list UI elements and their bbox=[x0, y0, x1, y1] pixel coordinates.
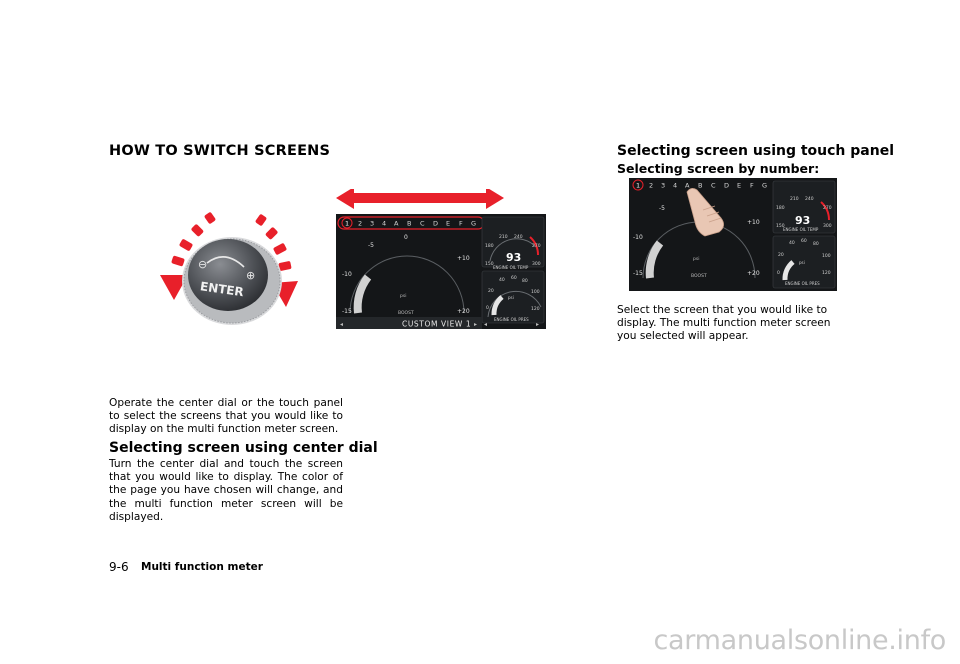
svg-text:psi: psi bbox=[693, 257, 700, 262]
dial-enter-label: ENTER bbox=[199, 279, 245, 300]
svg-text:-5: -5 bbox=[368, 242, 374, 249]
svg-text:40: 40 bbox=[499, 278, 505, 283]
center-dial-paragraph: Turn the center dial and touch the screen that you would like to display. The color of the page you have chosen will change, and the multi function meter screen will be displayed. bbox=[109, 458, 343, 523]
touch-panel-heading: Selecting screen using touch panel bbox=[617, 143, 894, 159]
svg-text:psi: psi bbox=[400, 294, 407, 299]
svg-text:B: B bbox=[407, 219, 412, 228]
svg-text:+10: +10 bbox=[457, 255, 470, 262]
svg-text:-5: -5 bbox=[659, 205, 665, 212]
svg-text:240: 240 bbox=[514, 235, 523, 240]
svg-text:BOOST: BOOST bbox=[691, 274, 707, 279]
svg-text:270: 270 bbox=[823, 206, 832, 211]
svg-text:BOOST: BOOST bbox=[398, 311, 414, 316]
svg-text:180: 180 bbox=[776, 206, 785, 211]
svg-text:150: 150 bbox=[485, 262, 494, 267]
meter-screen-large bbox=[336, 189, 546, 329]
svg-text:C: C bbox=[711, 181, 716, 190]
touch-panel-paragraph: Select the screen that you would like to display. The multi function meter screen you selected will appear. bbox=[617, 304, 831, 343]
svg-text:psi: psi bbox=[799, 260, 805, 265]
svg-text:-10: -10 bbox=[633, 234, 643, 241]
svg-text:0: 0 bbox=[777, 271, 780, 276]
svg-text:-10: -10 bbox=[342, 271, 352, 278]
svg-text:240: 240 bbox=[805, 197, 814, 202]
svg-text:+10: +10 bbox=[747, 219, 760, 226]
watermark[interactable]: carmanualsonline.info bbox=[653, 625, 946, 656]
svg-text:60: 60 bbox=[511, 276, 517, 281]
prev-arrow-icon: ◂ bbox=[340, 321, 344, 328]
svg-text:100: 100 bbox=[531, 290, 540, 295]
svg-text:CUSTOM VIEW 1: CUSTOM VIEW 1 bbox=[402, 319, 472, 329]
svg-text:40: 40 bbox=[789, 241, 795, 246]
svg-text:G: G bbox=[471, 219, 477, 228]
meter-screen-touch bbox=[629, 178, 837, 291]
svg-text:120: 120 bbox=[822, 271, 831, 276]
svg-text:+20: +20 bbox=[747, 270, 760, 277]
svg-text:3: 3 bbox=[661, 181, 666, 190]
svg-text:20: 20 bbox=[778, 253, 784, 258]
svg-text:G: G bbox=[762, 181, 768, 190]
svg-text:0: 0 bbox=[486, 306, 489, 311]
intro-paragraph: Operate the center dial or the touch panel to select the screens that you would like to display on the multi function meter screen. bbox=[109, 397, 343, 436]
svg-text:150: 150 bbox=[776, 224, 785, 229]
svg-text:A: A bbox=[685, 181, 690, 190]
svg-text:⊕: ⊕ bbox=[246, 269, 256, 282]
svg-text:B: B bbox=[698, 181, 703, 190]
next-arrow-icon-2: ▸ bbox=[536, 321, 540, 328]
center-dial-subheading: Selecting screen using center dial bbox=[109, 440, 378, 456]
svg-text:psi: psi bbox=[508, 295, 514, 300]
svg-text:300: 300 bbox=[532, 262, 541, 267]
by-number-subheading: Selecting screen by number: bbox=[617, 161, 820, 176]
svg-text:93: 93 bbox=[795, 214, 811, 227]
svg-text:80: 80 bbox=[813, 242, 819, 247]
svg-text:C: C bbox=[420, 219, 425, 228]
svg-text:210: 210 bbox=[499, 235, 508, 240]
svg-text:ENGINE OIL TEMP: ENGINE OIL TEMP bbox=[783, 227, 819, 232]
svg-text:210: 210 bbox=[790, 197, 799, 202]
svg-text:3: 3 bbox=[370, 219, 375, 228]
svg-text:D: D bbox=[433, 219, 439, 228]
svg-text:E: E bbox=[446, 219, 451, 228]
svg-text:180: 180 bbox=[485, 244, 494, 249]
section-heading: HOW TO SWITCH SCREENS bbox=[109, 143, 331, 159]
svg-text:4: 4 bbox=[673, 181, 678, 190]
prev-arrow-icon-2: ◂ bbox=[484, 321, 488, 328]
svg-text:20: 20 bbox=[488, 289, 494, 294]
svg-text:F: F bbox=[750, 181, 754, 190]
svg-text:ENGINE OIL PRES: ENGINE OIL PRES bbox=[494, 317, 529, 322]
svg-text:1: 1 bbox=[345, 219, 350, 228]
svg-text:270: 270 bbox=[532, 244, 541, 249]
svg-text:-15: -15 bbox=[633, 270, 643, 277]
svg-text:60: 60 bbox=[801, 239, 807, 244]
page-number: 9-6 bbox=[109, 560, 129, 574]
svg-text:2: 2 bbox=[649, 181, 654, 190]
svg-text:1: 1 bbox=[636, 181, 641, 190]
svg-text:E: E bbox=[737, 181, 742, 190]
svg-text:80: 80 bbox=[522, 279, 528, 284]
svg-text:+20: +20 bbox=[457, 308, 470, 315]
svg-text:93: 93 bbox=[506, 251, 522, 264]
svg-text:-15: -15 bbox=[342, 308, 352, 315]
svg-text:D: D bbox=[724, 181, 730, 190]
center-dial-illustration bbox=[150, 205, 310, 335]
svg-text:A: A bbox=[394, 219, 399, 228]
svg-text:100: 100 bbox=[822, 254, 831, 259]
section-title: Multi function meter bbox=[141, 561, 263, 573]
next-arrow-icon: ▸ bbox=[474, 321, 478, 328]
svg-text:0: 0 bbox=[404, 234, 408, 241]
svg-text:ENGINE OIL TEMP: ENGINE OIL TEMP bbox=[493, 265, 529, 270]
swipe-double-arrow-icon bbox=[336, 189, 504, 209]
svg-text:4: 4 bbox=[382, 219, 387, 228]
svg-text:120: 120 bbox=[531, 307, 540, 312]
svg-text:2: 2 bbox=[358, 219, 363, 228]
svg-text:ENGINE OIL PRES: ENGINE OIL PRES bbox=[785, 281, 820, 286]
svg-text:⊖: ⊖ bbox=[198, 258, 208, 271]
svg-text:300: 300 bbox=[823, 224, 832, 229]
svg-text:F: F bbox=[459, 219, 463, 228]
